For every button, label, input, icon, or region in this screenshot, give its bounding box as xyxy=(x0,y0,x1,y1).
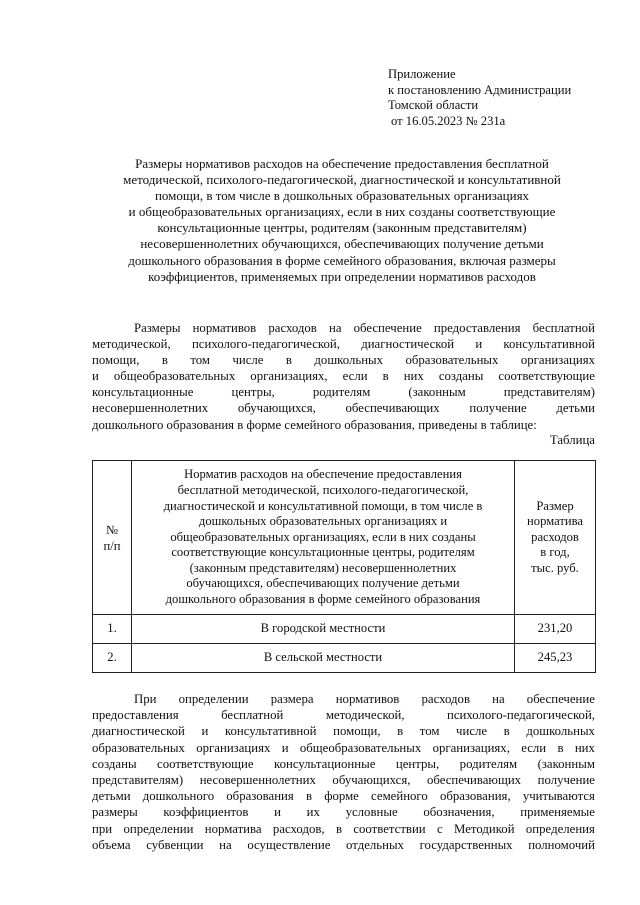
word: диагностической xyxy=(92,724,185,739)
title-line: несовершеннолетних обучающихся, обеспечивающих получение детьми xyxy=(140,236,544,252)
word: при xyxy=(92,821,113,836)
word: том xyxy=(190,353,211,368)
word: организациях xyxy=(520,353,595,368)
word: если xyxy=(342,369,368,384)
word: них xyxy=(403,369,424,384)
word: осуществление xyxy=(247,837,331,852)
intro-line: дошкольного образования в форме семейного образования, приведены в таблице: xyxy=(92,417,537,432)
closing-line xyxy=(92,756,595,772)
word: образовательных xyxy=(92,740,185,755)
word: в xyxy=(397,724,404,739)
word: консультативной xyxy=(224,724,317,739)
word: и xyxy=(281,740,289,755)
word: консультационные xyxy=(274,756,376,771)
norms-table xyxy=(92,460,596,673)
row-value: 231,20 xyxy=(515,615,596,644)
word: помощи, xyxy=(92,353,140,368)
word: центры, xyxy=(231,385,275,400)
row-number: 1. xyxy=(93,615,132,644)
word: несовершеннолетних xyxy=(199,773,316,788)
word: обозначения, xyxy=(423,805,495,820)
word: в xyxy=(382,369,389,384)
word: них xyxy=(574,740,595,755)
appendix-label: Приложение xyxy=(388,67,456,81)
word: форме xyxy=(324,789,359,804)
word: семейного xyxy=(371,789,428,804)
word: помощи, xyxy=(333,724,381,739)
title-line: коэффициентов, применяемых при определении нормативов расходов xyxy=(148,268,536,284)
closing-line xyxy=(92,804,595,820)
word: расходов xyxy=(268,321,317,335)
closing-line xyxy=(92,723,595,739)
word: обеспечение xyxy=(353,321,422,335)
title-line: Размеры нормативов расходов на обеспечение предоставления бесплатной xyxy=(135,156,549,171)
header-description-line: (законным представителям) несовершеннолетних xyxy=(189,560,457,575)
row-name: В сельской местности xyxy=(132,644,515,673)
word: бесплатной xyxy=(532,321,595,335)
word: в xyxy=(557,740,564,755)
word: в xyxy=(161,353,168,368)
word: определения xyxy=(525,821,595,836)
word: дошкольных xyxy=(314,353,384,368)
word: применяемые xyxy=(520,805,595,820)
word: том xyxy=(419,724,440,739)
title-line: консультационные центры, родителям (законным представителям) xyxy=(157,220,527,236)
header-description-line: дошкольного образования в форме семейного образования xyxy=(165,592,481,607)
word: общеобразовательных xyxy=(113,369,236,384)
word: соответствии xyxy=(353,821,426,836)
word: и xyxy=(201,724,209,739)
header-description-line: Норматив расходов на обеспечение предоставления xyxy=(184,467,462,482)
word: в xyxy=(285,353,292,368)
word: образовательных xyxy=(405,353,499,368)
row-name: В городской местности xyxy=(132,615,515,644)
header-description-line: бесплатной методической, психолого-педагогической, xyxy=(177,482,469,497)
word: Методикой xyxy=(454,821,515,836)
intro-line xyxy=(92,320,595,336)
header-size-line: расходов xyxy=(531,529,579,544)
word: организациях xyxy=(196,740,271,755)
header-description-line: обучающихся, обеспечивающих получение детьми xyxy=(186,576,460,591)
word: учитываются xyxy=(522,789,595,804)
word: обеспечивающих xyxy=(426,773,522,788)
table-header-row xyxy=(93,461,596,615)
word: психолого-педагогической, xyxy=(447,708,595,723)
word: субвенции xyxy=(146,837,204,852)
table-caption: Таблица xyxy=(549,433,595,447)
word: и xyxy=(475,337,483,352)
intro-line xyxy=(92,400,595,416)
intro-paragraph xyxy=(92,320,595,433)
word: обеспечение xyxy=(526,692,595,706)
table-row xyxy=(93,644,596,673)
word: определении xyxy=(123,821,194,836)
header-description-cell xyxy=(132,461,515,615)
word: коэффициентов xyxy=(163,805,249,820)
word: организациях, xyxy=(250,369,328,384)
word: их xyxy=(306,805,320,820)
word: отдельных xyxy=(346,837,404,852)
word: на xyxy=(492,692,505,706)
word: размера xyxy=(270,692,314,706)
word: дошкольного xyxy=(142,789,215,804)
word: общеобразовательных xyxy=(299,740,422,755)
intro-line xyxy=(92,336,595,352)
word: числе xyxy=(456,724,488,739)
closing-line xyxy=(92,772,595,788)
word: и xyxy=(92,369,99,384)
header-description-line: соответствующие консультационные центры, родителям xyxy=(171,545,475,560)
header-size-line: тыс. руб. xyxy=(531,560,579,575)
word: обучающихся, xyxy=(332,773,411,788)
header-description-line: дошкольных образовательных организациях и xyxy=(198,514,448,529)
word: предоставления xyxy=(92,708,179,723)
word: норматива xyxy=(204,821,262,836)
word: соответствующие xyxy=(498,369,595,384)
word: нормативов xyxy=(335,692,400,706)
appendix-resolution: к постановлению Администрации xyxy=(388,82,572,97)
word: и xyxy=(274,805,281,820)
word: с xyxy=(437,821,443,836)
word: нормативов xyxy=(192,321,257,335)
word: (законным xyxy=(408,385,466,400)
document-title xyxy=(92,156,592,285)
word: созданы xyxy=(92,756,137,771)
word: если xyxy=(521,740,547,755)
word: числе xyxy=(232,353,264,368)
header-size-cell xyxy=(515,461,596,615)
intro-line xyxy=(92,384,595,400)
closing-paragraph xyxy=(92,691,595,853)
closing-line xyxy=(92,707,595,723)
row-value: 245,23 xyxy=(515,644,596,673)
word: на xyxy=(219,837,232,852)
word: (законным xyxy=(537,756,595,771)
word: центры, xyxy=(395,756,440,771)
word: получение xyxy=(537,773,595,788)
intro-line xyxy=(92,352,595,368)
word: в xyxy=(335,821,342,836)
word: психолого-педагогической, xyxy=(191,337,340,352)
title-line: дошкольного образования в форме семейного образования, включая размеры xyxy=(128,252,556,268)
word: полномочий xyxy=(528,837,595,852)
word: родителям xyxy=(459,756,518,771)
table-row xyxy=(93,615,596,644)
word: При xyxy=(134,692,157,706)
word: созданы xyxy=(438,369,484,384)
appendix-region: Томской области xyxy=(388,98,479,112)
header-size-line: норматива xyxy=(527,514,583,529)
word: в xyxy=(305,789,313,804)
appendix-header xyxy=(388,67,628,129)
word: образования xyxy=(226,789,294,804)
word: детьми xyxy=(92,789,131,804)
closing-line xyxy=(92,821,595,837)
header-number-sign: № xyxy=(105,522,119,537)
word: бесплатной xyxy=(221,708,284,723)
closing-line xyxy=(92,837,595,853)
word: дошкольных xyxy=(526,724,595,739)
word: расходов xyxy=(421,692,470,706)
word: размеры xyxy=(92,805,138,820)
word: представителям) xyxy=(503,385,595,400)
word: методической, xyxy=(325,708,405,723)
header-description-line: диагностической и консультативной помощи, в том числе в xyxy=(163,498,483,513)
title-line: методической, психолого-педагогической, диагностической и консультативной xyxy=(123,172,561,188)
word: на xyxy=(328,321,342,335)
header-number-abbr: п/п xyxy=(103,538,121,553)
row-number: 2. xyxy=(93,644,132,673)
word: получение xyxy=(469,401,527,416)
word: методической, xyxy=(92,337,171,352)
header-size-line: Размер xyxy=(536,498,574,513)
word: диагностической xyxy=(361,337,455,352)
word: условные xyxy=(345,805,398,820)
word: несовершеннолетних xyxy=(92,401,209,416)
word: организациях, xyxy=(432,740,510,755)
word: консультационные xyxy=(92,385,194,400)
closing-line xyxy=(92,740,595,756)
word: детьми xyxy=(556,401,595,416)
title-line: помощи, в том числе в дошкольных образовательных организациях xyxy=(154,188,530,204)
word: обеспечивающих xyxy=(345,401,440,416)
header-description-line: общеобразовательных организациях, если в них созданы xyxy=(170,529,476,544)
word: государственных xyxy=(419,837,513,852)
word: родителям xyxy=(312,385,371,400)
word: обучающихся, xyxy=(237,401,316,416)
closing-line xyxy=(92,691,595,707)
closing-line xyxy=(92,788,595,804)
header-size-line: в год, xyxy=(540,545,570,560)
word: предоставления xyxy=(433,321,521,335)
word: консультативной xyxy=(503,337,595,352)
word: в xyxy=(503,724,510,739)
word: объема xyxy=(92,837,131,852)
title-line: и общеобразовательных организациях, если в них созданы соответствующие xyxy=(128,204,556,220)
word: образования, xyxy=(439,789,511,804)
word: расходов, xyxy=(272,821,325,836)
word: соответствующие xyxy=(157,756,254,771)
word: Размеры xyxy=(134,321,181,335)
word: определении xyxy=(178,692,249,706)
intro-line xyxy=(92,368,595,384)
header-number-cell xyxy=(93,461,132,615)
appendix-date: от 16.05.2023 № 231а xyxy=(391,113,506,128)
word: представителям) xyxy=(92,773,184,788)
